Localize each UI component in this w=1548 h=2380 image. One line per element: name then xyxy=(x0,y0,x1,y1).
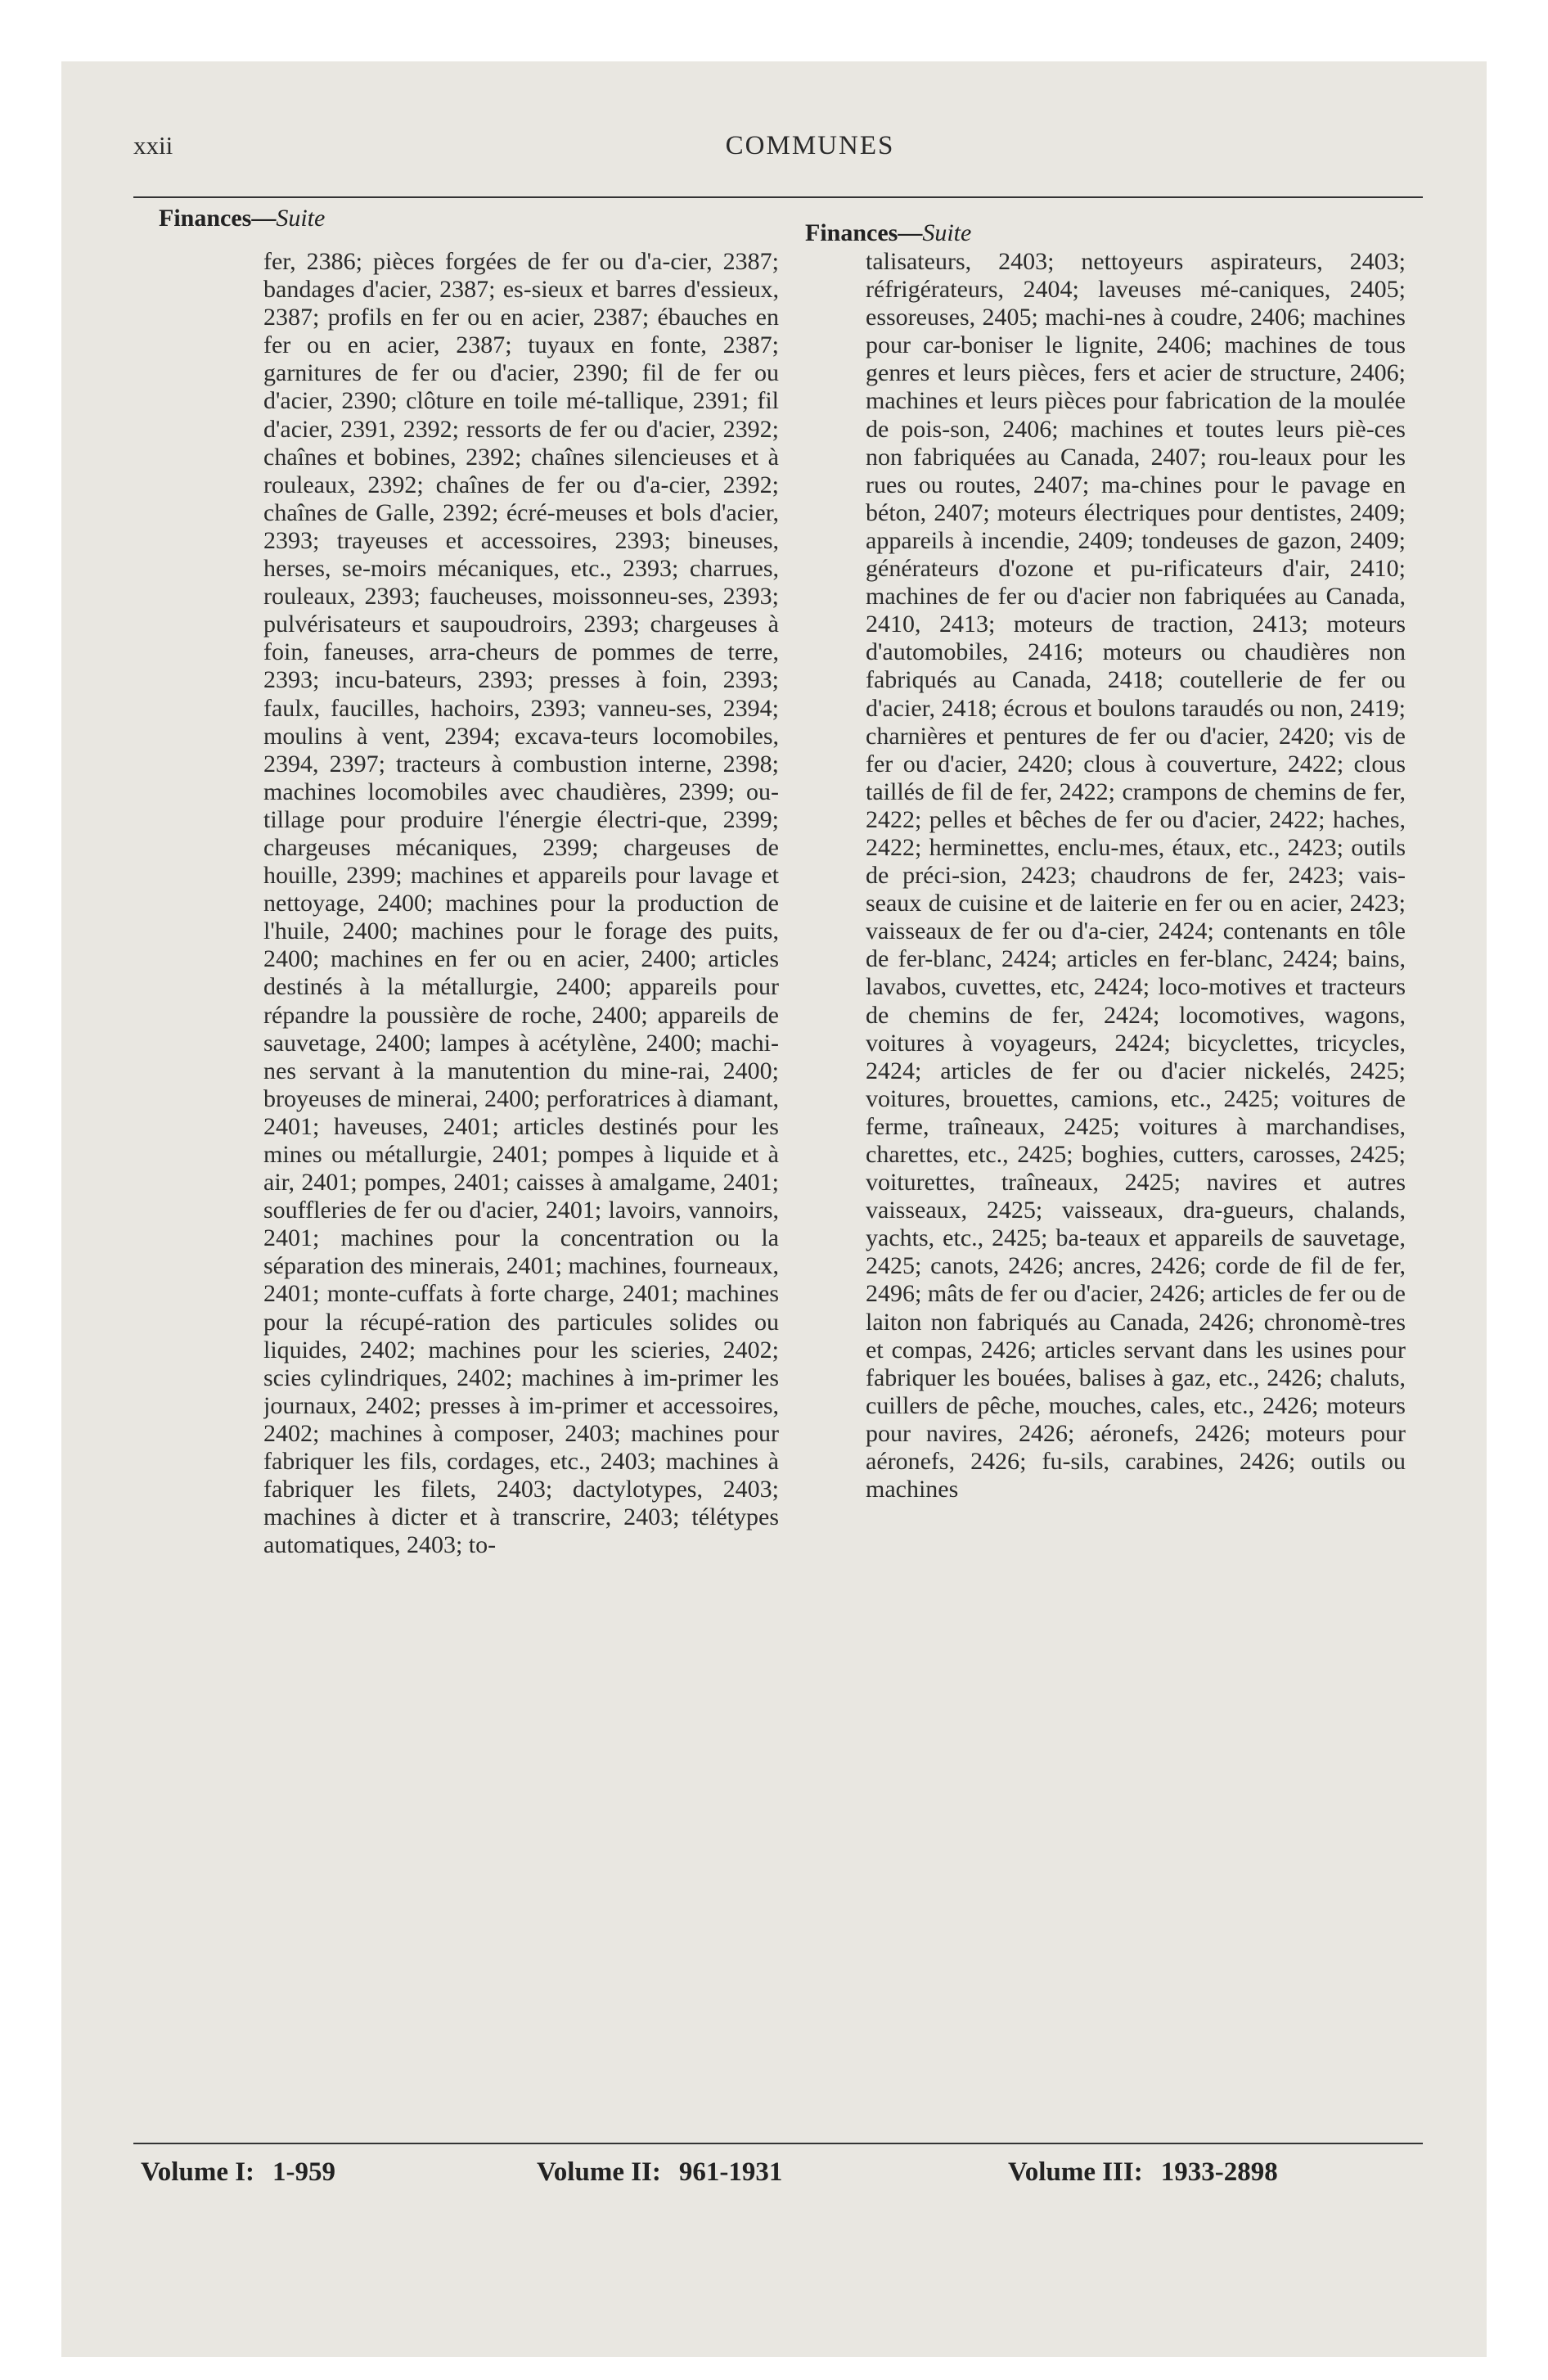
footer-rule xyxy=(133,2143,1423,2144)
right-column-heading xyxy=(805,219,971,247)
page-number: xxii xyxy=(133,131,173,160)
heading-italic: Suite xyxy=(922,219,972,246)
running-title: COMMUNES xyxy=(725,131,895,160)
left-column-heading xyxy=(159,205,325,232)
volume-label: Volume III: xyxy=(1008,2157,1143,2187)
volume-range: 1-959 xyxy=(272,2157,336,2187)
heading-bold: Finances— xyxy=(805,219,923,246)
volume-1-index xyxy=(141,2157,353,2188)
volume-footer xyxy=(0,2157,1548,2206)
header-rule xyxy=(133,196,1423,198)
right-column-text: talisateurs, 2403; nettoyeurs aspirateurs, 2403; réfrigérateurs, 2404; laveuses mé-caniques, 2405; essoreuses, 2405; machi-nes à coudre, 2406; machines pour car-boniser le lignite, 2406; machines de tous genres et leurs pièces, fers et acier de structure, 2406; machines et leurs pièces pour fabrication de la moulée de pois-son, 2406; machines et toutes leurs piè-ces non fabriquées au Canada, 2407; rou-leaux pour les rues ou routes, 2407; ma-chines pour le pavage en béton, 2407; moteurs électriques pour dentistes, 2409; appareils à incendie, 2409; tondeuses de gazon, 2409; générateurs d'ozone et pu-rificateurs d'air, 2410; machines de fer ou d'acier non fabriquées au Canada, 2410, 2413; moteurs de traction, 2413; moteurs d'automobiles, 2416; moteurs ou chaudières non fabriqués au Canada, 2418; coutellerie de fer ou d'acier, 2418; écrous et boulons taraudés ou non, 2419; charnières et pentures de fer ou d'acier, 2420; vis de fer ou d'acier, 2420; clous à couverture, 2422; clous taillés de fil de fer, 2422; crampons de chemins de fer, 2422; pelles et bêches de fer ou d'acier, 2422; haches, 2422; herminettes, enclu-mes, étaux, etc., 2423; outils de préci-sion, 2423; chaudrons de fer, 2423; vais-seaux de cuisine et de laiterie en fer ou en acier, 2423; vaisseaux de fer ou d'a-cier, 2424; contenants en tôle de fer-blanc, 2424; articles en fer-blanc, 2424; bains, lavabos, cuvettes, etc, 2424; loco-motives et tracteurs de chemins de fer, 2424; locomotives, wagons, voitures à voyageurs, 2424; bicyclettes, tricycles, 2424; articles de fer ou d'acier nickelés, 2425; voitures, brouettes, camions, etc., 2425; voitures de ferme, traîneaux, 2425; voitures à marchandises, charettes, etc., 2425; boghies, cutters, carosses, 2425; voiturettes, traîneaux, 2425; navires et autres vaisseaux, 2425; vaisseaux, dra-gueurs, chalands, yachts, etc., 2425; ba-teaux et appareils de sauvetage, 2425; canots, 2426; ancres, 2426; corde de fil de fer, 2496; mâts de fer ou d'acier, 2426; articles de fer ou de laiton non fabriqués au Canada, 2426; chronomè-tres et compas, 2426; articles servant dans les usines pour fabriquer les bouées, balises à gaz, etc., 2426; chaluts, cuillers de pêche, mouches, cales, etc., 2426; moteurs pour navires, 2426; aéronefs, 2426; moteurs pour aéronefs, 2426; fu-sils, carabines, 2426; outils ou machines xyxy=(866,248,1406,1503)
volume-label: Volume I: xyxy=(141,2157,255,2187)
volume-2-index xyxy=(537,2157,800,2188)
left-column-text: fer, 2386; pièces forgées de fer ou d'a-cier, 2387; bandages d'acier, 2387; es-sieux et barres d'essieux, 2387; profils en fer ou en acier, 2387; ébauches en fer ou en acier, 2387; tuyaux en fonte, 2387; garnitures de fer ou d'acier, 2390; fil de fer ou d'acier, 2390; clôture en toile mé-tallique, 2391; fil d'acier, 2391, 2392; ressorts de fer ou d'acier, 2392; chaînes et bobines, 2392; chaînes silencieuses et à rouleaux, 2392; chaînes de fer ou d'a-cier, 2392; chaînes de Galle, 2392; écré-meuses et bols d'acier, 2393; trayeuses et accessoires, 2393; bineuses, herses, se-moirs mécaniques, etc., 2393; charrues, rouleaux, 2393; faucheuses, moissonneu-ses, 2393; pulvérisateurs et saupoudroirs, 2393; chargeuses à foin, faneuses, arra-cheurs de pommes de terre, 2393; incu-bateurs, 2393; presses à foin, 2393; faulx, faucilles, hachoirs, 2393; vanneu-ses, 2394; moulins à vent, 2394; excava-teurs locomobiles, 2394, 2397; tracteurs à combustion interne, 2398; machines locomobiles avec chaudières, 2399; ou-tillage pour produire l'énergie électri-que, 2399; chargeuses mécaniques, 2399; chargeuses de houille, 2399; machines et appareils pour lavage et nettoyage, 2400; machines pour la production de l'huile, 2400; machines pour le forage des puits, 2400; machines en fer ou en acier, 2400; articles destinés à la métallurgie, 2400; appareils pour répandre la poussière de roche, 2400; appareils de sauvetage, 2400; lampes à acétylène, 2400; machi-nes servant à la manutention du mine-rai, 2400; broyeuses de minerai, 2400; perforatrices à diamant, 2401; haveuses, 2401; articles destinés pour les mines ou métallurgie, 2401; pompes à liquide et à air, 2401; pompes, 2401; caisses à amalgame, 2401; souffleries de fer ou d'acier, 2401; lavoirs, vannoirs, 2401; machines pour la concentration ou la séparation des minerais, 2401; machines, fourneaux, 2401; monte-cuffats à forte charge, 2401; machines pour la récupé-ration des particules solides ou liquides, 2402; machines pour les scieries, 2402; scies cylindriques, 2402; machines à im-primer les journaux, 2402; presses à im-primer et accessoires, 2402; machines à composer, 2403; machines pour fabriquer les fils, cordages, etc., 2403; machines à fabriquer les filets, 2403; dactylotypes, 2403; machines à dicter et à transcrire, 2403; télétypes automatiques, 2403; to- xyxy=(263,248,779,1559)
heading-bold: Finances— xyxy=(159,205,277,232)
volume-3-index xyxy=(1008,2157,1296,2188)
volume-range: 1933-2898 xyxy=(1160,2157,1278,2187)
volume-range: 961-1931 xyxy=(678,2157,783,2187)
volume-label: Volume II: xyxy=(537,2157,661,2187)
page-header xyxy=(133,131,1487,172)
heading-italic: Suite xyxy=(276,205,326,232)
